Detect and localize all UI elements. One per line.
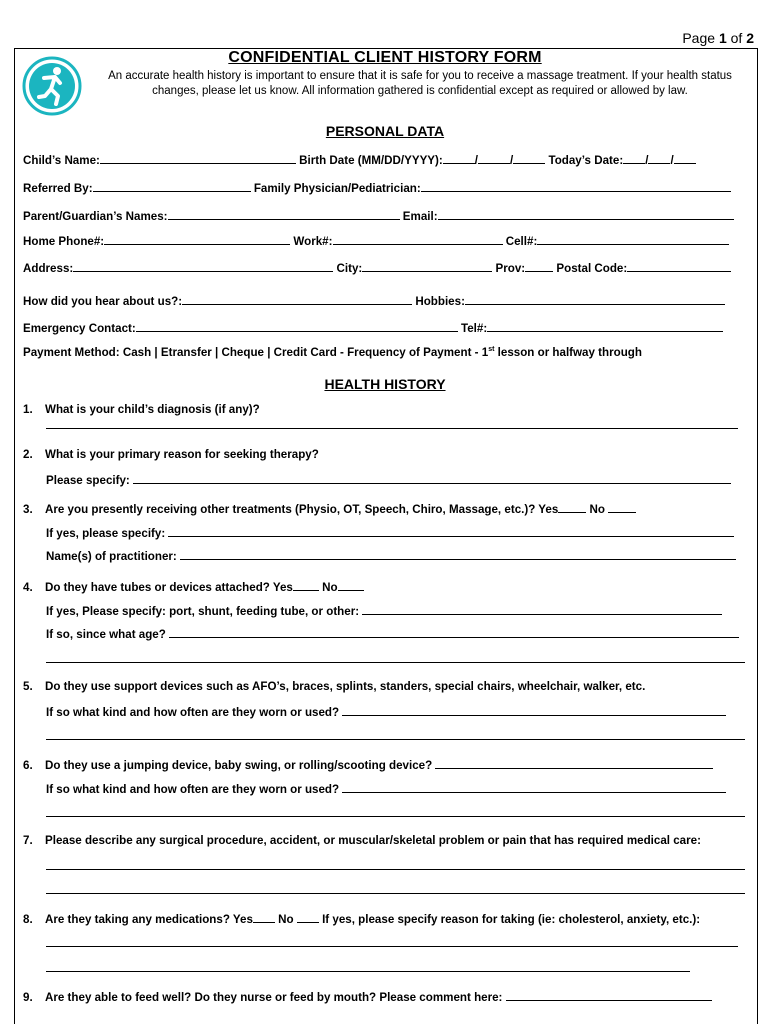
how-heard-field[interactable] [182,293,412,305]
address-row: Address: City: Prov: Postal Code: [23,260,731,275]
q7-answer-line-1[interactable] [46,869,745,870]
question-5: 5. Do they use support devices such as AFO’s, braces, splints, standers, special chairs, wheelchair, walker, etc. [23,680,646,693]
page-number: Page 1 of 2 [682,30,754,46]
q4-age-field[interactable] [169,626,739,638]
q3-no-field[interactable] [608,501,636,513]
q8-answer-line-2[interactable] [46,971,690,972]
today-day-field[interactable] [648,152,670,164]
today-year-field[interactable] [674,152,696,164]
question-3: 3. Are you presently receiving other treatments (Physio, OT, Speech, Chiro, Massage, etc.)? Yes No [23,501,636,516]
q2-specify-field[interactable] [133,472,731,484]
prov-field[interactable] [525,260,553,272]
referred-row: Referred By: Family Physician/Pediatrician: [23,180,731,195]
personal-data-title: PERSONAL DATA [325,123,445,139]
question-9: 9. Are they able to feed well? Do they nurse or feed by mouth? Please comment here: [23,989,712,1004]
q4-no-field[interactable] [338,579,364,591]
childs-name-row: Child’s Name: Birth Date (MM/DD/YYYY): / / Today’s Date: / / [23,152,696,167]
q6-extra-line[interactable] [46,816,745,817]
q5-extra-line[interactable] [46,739,745,740]
cell-phone-field[interactable] [537,233,729,245]
q8-no-field[interactable] [297,911,319,923]
q3-specify-row: If yes, please specify: [46,525,734,540]
q6-kind-row: If so what kind and how often are they worn or used? [46,781,726,796]
q4-age-row: If so, since what age? [46,626,739,641]
q3-practitioner-field[interactable] [180,548,736,560]
birth-day-field[interactable] [478,152,510,164]
emergency-row: Emergency Contact: Tel#: [23,320,723,335]
question-1: 1. What is your child’s diagnosis (if any)? [23,403,260,416]
city-field[interactable] [362,260,492,272]
family-physician-field[interactable] [421,180,731,192]
q3-specify-field[interactable] [168,525,734,537]
today-month-field[interactable] [623,152,645,164]
birth-month-field[interactable] [443,152,475,164]
q5-kind-field[interactable] [342,704,726,716]
hobbies-field[interactable] [465,293,725,305]
childs-name-field[interactable] [100,152,296,164]
intro-text: An accurate health history is important to ensure that it is safe for you to receive a massage treatment. If your health status changes, please let us know. All information gathered is confidential except as required or allowed by law. [108,70,732,97]
birth-year-field[interactable] [513,152,545,164]
parent-names-field[interactable] [168,208,400,220]
q4-specify-row: If yes, Please specify: port, shunt, feeding tube, or other: [46,603,722,618]
emergency-tel-field[interactable] [487,320,723,332]
q4-extra-line[interactable] [46,662,745,663]
q9-comment-field[interactable] [506,989,712,1001]
q8-yes-field[interactable] [253,911,275,923]
question-2: 2. What is your primary reason for seeking therapy? [23,448,319,461]
phone-row: Home Phone#: Work#: Cell#: [23,233,729,248]
q6-device-field[interactable] [435,757,713,769]
emergency-contact-field[interactable] [136,320,458,332]
q8-answer-line-1[interactable] [46,946,738,947]
home-phone-field[interactable] [104,233,290,245]
parent-row: Parent/Guardian’s Names: Email: [23,208,734,223]
question-7: 7. Please describe any surgical procedure, accident, or muscular/skeletal problem or pain that has required medical care: [23,834,701,847]
form-title: CONFIDENTIAL CLIENT HISTORY FORM [228,49,542,66]
how-heard-row: How did you hear about us?: Hobbies: [23,293,725,308]
address-field[interactable] [73,260,333,272]
q3-practitioner-row: Name(s) of practitioner: [46,548,736,563]
payment-method-row: Payment Method: Cash | Etransfer | Cheque | Credit Card - Frequency of Payment - 1st lesson or halfway through [23,346,642,359]
q3-yes-field[interactable] [558,501,586,513]
work-phone-field[interactable] [333,233,503,245]
health-history-title: HEALTH HISTORY [324,376,446,392]
q6-kind-field[interactable] [342,781,726,793]
q4-yes-field[interactable] [293,579,319,591]
question-6: 6. Do they use a jumping device, baby swing, or rolling/scooting device? [23,757,713,772]
q1-answer-line[interactable] [46,428,738,429]
email-field[interactable] [438,208,734,220]
question-8: 8. Are they taking any medications? Yes No If yes, please specify reason for taking (ie: cholesterol, anxiety, etc.): [23,913,701,926]
postal-code-field[interactable] [627,260,731,272]
question-4: 4. Do they have tubes or devices attached? Yes No [23,579,364,594]
q4-specify-field[interactable] [362,603,722,615]
q5-kind-row: If so what kind and how often are they worn or used? [46,704,726,719]
q2-specify-row: Please specify: [46,472,731,487]
q7-answer-line-2[interactable] [46,893,745,894]
referred-by-field[interactable] [93,180,251,192]
